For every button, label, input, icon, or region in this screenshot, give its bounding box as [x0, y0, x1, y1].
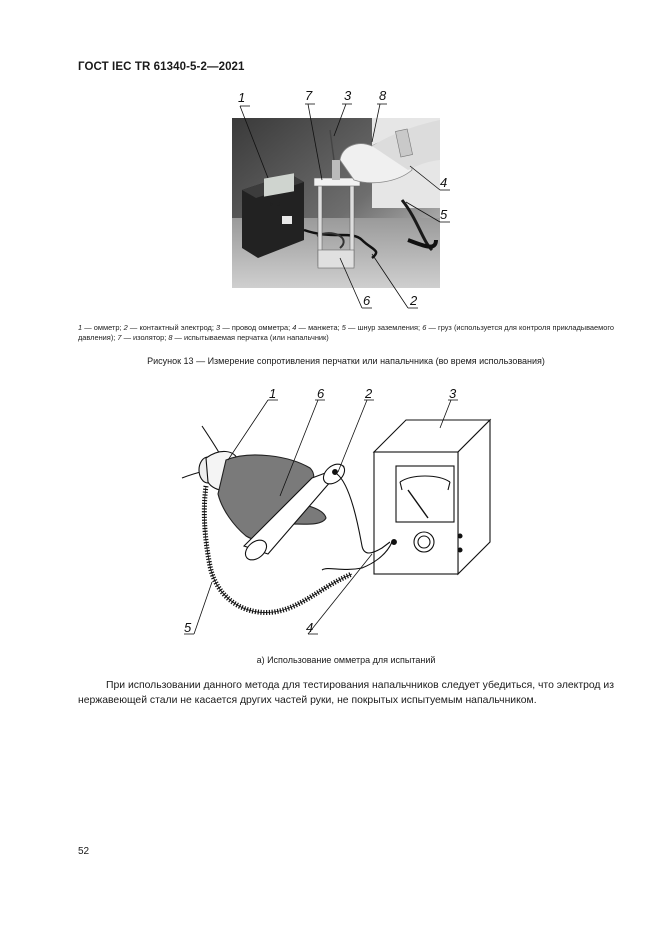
ohmmeter-drawing — [172, 386, 504, 644]
figure-13-legend: 1 — омметр; 2 — контактный электрод; 3 — провод омметра; 4 — манжета; 5 — шнур заземления; 6 — груз (используется для контроля прикладываемого давления); 7 — изолятор; 8 — испытываемая перчатка (или напальчник) — [78, 323, 614, 342]
photo-callout-3: 3 — [344, 90, 352, 103]
drawing-callout-1: 1 — [269, 386, 277, 401]
page-number: 52 — [78, 846, 90, 857]
photo-callout-5: 5 — [440, 207, 448, 222]
drawing-callout-3: 3 — [449, 386, 457, 401]
photo-callout-2: 2 — [410, 293, 418, 308]
photo-area — [232, 118, 440, 288]
figure-13-caption: Рисунок 13 — Измерение сопротивления перчатки или напальчника (во время использования) — [147, 356, 545, 366]
ohmmeter-display: 16.3 — [266, 201, 281, 208]
drawing-callout-6: 6 — [317, 386, 325, 401]
drawing-callout-5: 5 — [184, 620, 192, 635]
drawing-callout-4: 4 — [306, 620, 314, 635]
photo-callout-4: 4 — [440, 175, 448, 190]
figure-13-photo — [222, 90, 450, 312]
photo-callout-1: 1 — [238, 90, 246, 105]
ohmmeter-box — [374, 420, 490, 574]
body-paragraph: При использовании данного метода для тестирования напальчников следует убедиться, что электрод из нержавеющей стали не касается других частей руки, не покрытых испытуемым напальчником. — [78, 680, 614, 706]
subfigure-a-caption: а) Использование омметра для испытаний — [256, 655, 436, 665]
drawing-callout-2: 2 — [365, 386, 373, 401]
photo-callout-8: 8 — [379, 90, 387, 103]
photo-callout-6: 6 — [363, 293, 371, 308]
page-header: ГОСТ IEC TR 61340-5-2—2021 — [78, 61, 245, 73]
photo-callout-7: 7 — [305, 90, 313, 103]
